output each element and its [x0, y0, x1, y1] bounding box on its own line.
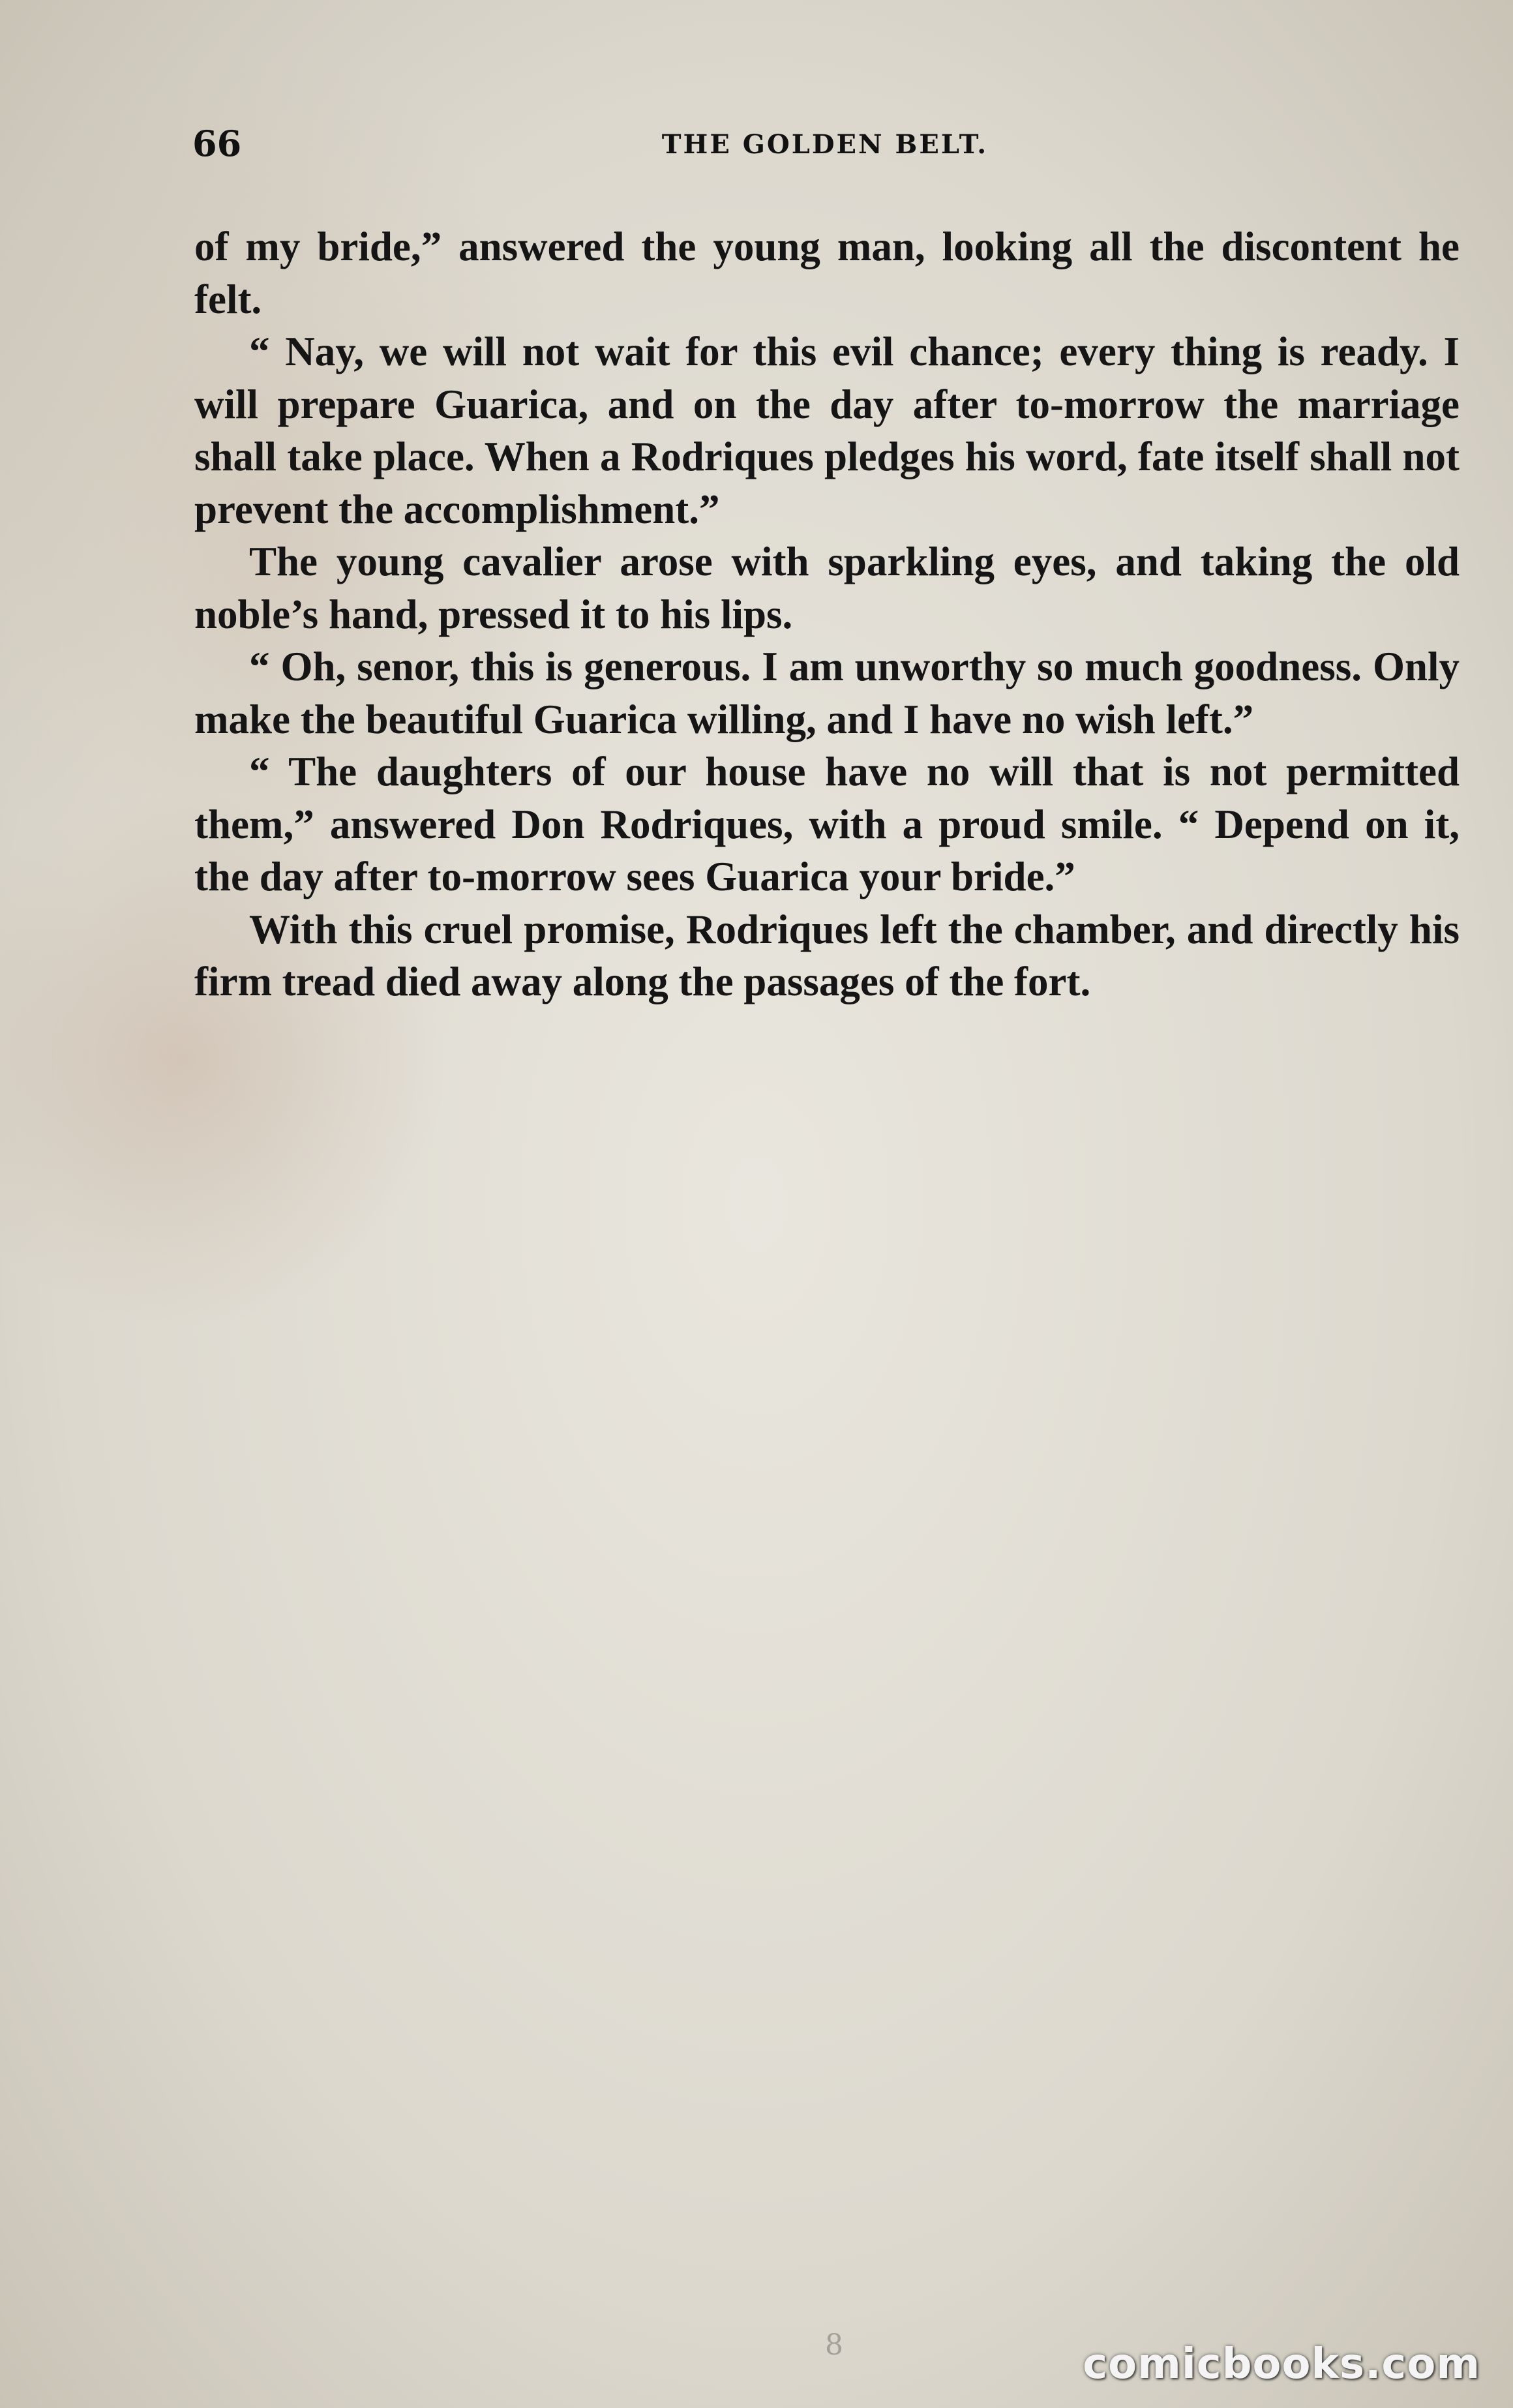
show-through-text: [196, 1148, 1461, 2322]
paragraph-3: The young cavalier arose with sparkling eyes, and taking the old noble’s hand, pressed it to his lips.: [194, 539, 1460, 637]
paragraph-1: of my bride,” answered the young man, looking all the discontent he felt.: [194, 224, 1460, 322]
running-title: THE GOLDEN BELT.: [661, 129, 989, 160]
signature-mark: 8: [825, 2328, 843, 2362]
paragraph-2: “ Nay, we will not wait for this evil chance; every thing is ready. I will prepare Guarica, and on the day after to-morrow the marriage shall take place. When a Rodriques pledges his word, fate itself shall not prevent the accomplishment.”: [194, 329, 1460, 532]
watermark-logo: comicbooks.com: [1083, 2340, 1480, 2388]
body-text: [194, 220, 1460, 1008]
paragraph-5: “ The daughters of our house have no will that is not permitted them,” answered Don Rodriques, with a proud smile. “ Depend on it, the day after to-morrow sees Guarica your bride.”: [194, 749, 1460, 899]
paragraph-4: “ Oh, senor, this is generous. I am unworthy so much goodness. Only make the beautiful Guarica willing, and I have no wish left.”: [194, 644, 1460, 742]
page-number: 66: [192, 123, 242, 164]
page-header: [192, 123, 1458, 168]
paragraph-6: With this cruel promise, Rodriques left the chamber, and directly his firm tread died away along the passages of the fort.: [194, 906, 1460, 1004]
